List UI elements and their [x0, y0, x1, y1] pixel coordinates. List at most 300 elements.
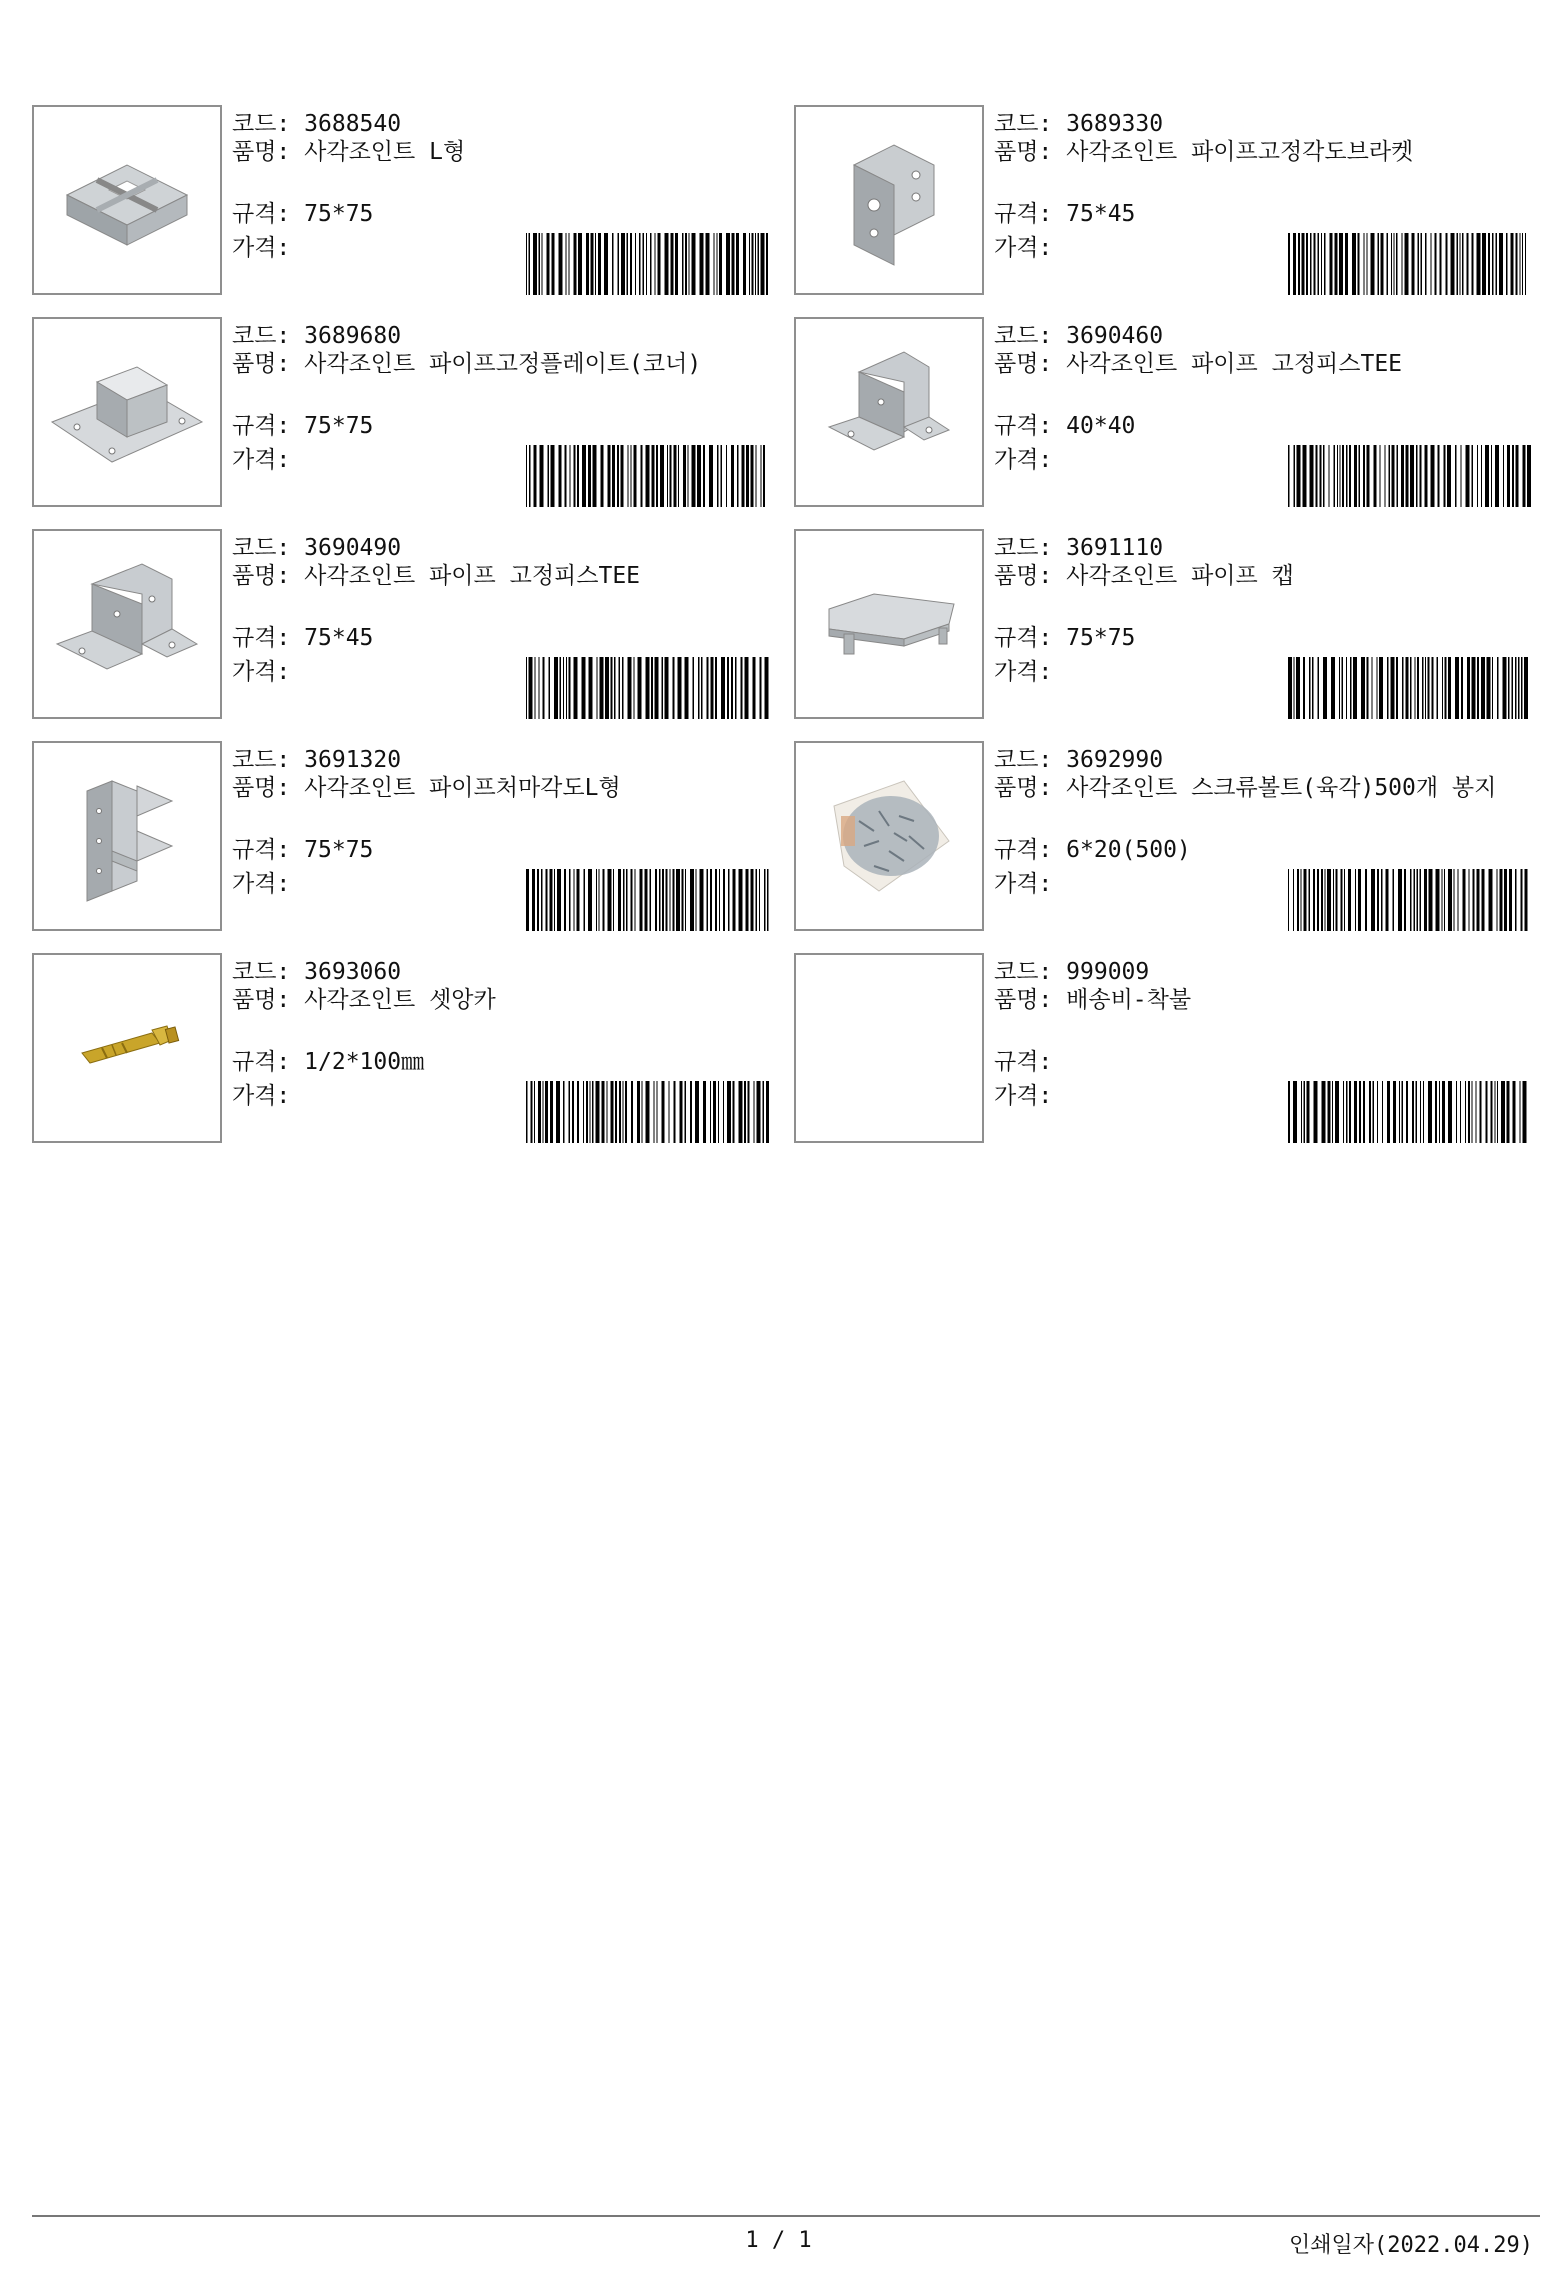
barcode-bar: [1415, 657, 1416, 719]
barcode-bar: [696, 869, 697, 931]
barcode-bar: [764, 869, 766, 931]
barcode-bar: [646, 233, 647, 295]
barcode-bar: [1310, 233, 1312, 295]
barcode-bar: [1425, 445, 1428, 507]
barcode-bar: [1454, 869, 1455, 931]
name-label: 품명:: [232, 563, 291, 589]
price-label: 가격:: [232, 871, 291, 897]
barcode-bar: [698, 657, 700, 719]
barcode-bar: [1512, 657, 1514, 719]
barcode-bar: [1465, 1081, 1466, 1143]
barcode-bar: [1380, 445, 1381, 507]
barcode-bar: [1417, 657, 1419, 719]
barcode-bar: [1342, 445, 1344, 507]
barcode-bar: [639, 233, 641, 295]
barcode-bar: [746, 445, 749, 507]
barcode-bar: [622, 657, 624, 719]
barcode-bar: [623, 869, 625, 931]
product-card: [32, 953, 794, 1165]
barcode-bar: [1467, 657, 1470, 719]
barcode-bar: [625, 1081, 627, 1143]
barcode-bar: [1497, 657, 1499, 719]
barcode-bar: [758, 233, 760, 295]
barcode-bar: [603, 869, 605, 931]
barcode-bar: [1432, 657, 1434, 719]
barcode-bar: [1349, 1081, 1351, 1143]
barcode-bar: [1462, 233, 1464, 295]
barcode-bar: [1481, 657, 1485, 719]
barcode-bar: [1499, 233, 1503, 295]
barcode-bar: [1503, 445, 1504, 507]
barcode-bar: [592, 1081, 594, 1143]
product-card: [32, 741, 794, 953]
barcode-bar: [1288, 233, 1290, 295]
barcode-bar: [1477, 445, 1478, 507]
barcode-bar: [627, 233, 629, 295]
barcode-bar: [583, 1081, 584, 1143]
barcode-bar: [1298, 233, 1300, 295]
barcode-bar: [596, 869, 597, 931]
barcode-bar: [741, 657, 743, 719]
barcode-bar: [765, 657, 769, 719]
barcode-bar: [1385, 445, 1386, 507]
product-thumbnail: [32, 529, 222, 719]
barcode-bar: [1422, 657, 1424, 719]
barcode-bar: [618, 233, 620, 295]
name-label: 품명:: [994, 351, 1053, 377]
barcode-bar: [1425, 657, 1426, 719]
barcode-bar: [1444, 445, 1446, 507]
barcode-bar: [654, 1081, 655, 1143]
barcode-bar: [1448, 869, 1452, 931]
barcode-bar: [526, 233, 527, 295]
code-label: 코드:: [994, 959, 1053, 985]
barcode-bar: [1489, 869, 1493, 931]
product-thumbnail: [32, 953, 222, 1143]
barcode-bar: [630, 233, 632, 295]
price-label: 가격:: [232, 659, 291, 685]
barcode-bar: [1293, 1081, 1297, 1143]
code-label: 코드:: [232, 323, 291, 349]
barcode-bar: [676, 869, 680, 931]
barcode-bar: [1495, 445, 1499, 507]
barcode-bar: [566, 233, 567, 295]
barcode-bar: [710, 869, 712, 931]
barcode-bar: [531, 1081, 533, 1143]
barcode-bar: [692, 445, 696, 507]
product-name: 사각조인트 L형: [304, 139, 466, 165]
barcode-bar: [1396, 657, 1398, 719]
barcode-bar: [574, 445, 576, 507]
barcode-bar: [586, 233, 589, 295]
barcode-bar: [739, 1081, 743, 1143]
print-date: 인쇄일자(2022.04.29): [1289, 2233, 1533, 2258]
product-spec: 75*45: [1066, 201, 1136, 227]
product-thumbnail-empty: [794, 953, 984, 1143]
barcode-bar: [717, 445, 719, 507]
barcode-bar: [697, 445, 701, 507]
barcode-bar: [1333, 869, 1334, 931]
barcode-bar: [650, 869, 652, 931]
barcode-bar: [1346, 1081, 1348, 1143]
barcode-bar: [543, 1081, 544, 1143]
price-label: 가격:: [994, 1083, 1053, 1109]
barcode-bar: [617, 445, 619, 507]
angle-bracket-image: [824, 125, 954, 275]
barcode: [1286, 869, 1536, 931]
barcode-bar: [574, 657, 578, 719]
product-code: 3689680: [304, 323, 402, 349]
barcode-bar: [1396, 233, 1398, 295]
barcode-bar: [1309, 657, 1311, 719]
barcode-bar: [685, 1081, 687, 1143]
barcode-bar: [1486, 1081, 1488, 1143]
barcode-bar: [767, 869, 769, 931]
barcode-bar: [586, 1081, 588, 1143]
barcode-bar: [548, 445, 550, 507]
barcode-bar: [1448, 1081, 1452, 1143]
barcode-bar: [1399, 1081, 1400, 1143]
barcode-bar: [1431, 233, 1432, 295]
barcode-bar: [1364, 233, 1365, 295]
barcode-bar: [652, 445, 655, 507]
barcode-bar: [1344, 869, 1345, 931]
barcode-bar: [1355, 869, 1356, 931]
barcode-bar: [1393, 869, 1395, 931]
barcode-bar: [611, 1081, 614, 1143]
code-label: 코드:: [232, 959, 291, 985]
barcode-bar: [657, 1081, 658, 1143]
price-label: 가격:: [232, 235, 291, 261]
barcode-bar: [533, 233, 537, 295]
product-card: [794, 105, 1540, 317]
product-code: 3688540: [304, 111, 402, 137]
barcode-bar: [638, 657, 642, 719]
barcode-bar: [572, 1081, 574, 1143]
barcode-bar: [1346, 657, 1347, 719]
barcode-bar: [1345, 233, 1348, 295]
product-thumbnail: [32, 105, 222, 295]
barcode-bar: [554, 657, 558, 719]
barcode-bar: [1402, 657, 1404, 719]
barcode-bar: [693, 657, 695, 719]
product-spec: 1/2*100㎜: [304, 1049, 425, 1075]
barcode-bar: [1331, 657, 1335, 719]
product-thumbnail: [794, 317, 984, 507]
barcode-bar: [556, 1081, 560, 1143]
product-info: [994, 321, 1554, 473]
barcode-bar: [685, 657, 689, 719]
product-thumbnail: [794, 529, 984, 719]
barcode-bar: [1522, 233, 1523, 295]
barcode-bar: [621, 445, 624, 507]
product-info: [994, 533, 1554, 685]
barcode-bar: [1435, 1081, 1437, 1143]
barcode-bar: [1386, 869, 1389, 931]
product-name: 사각조인트 파이프처마각도L형: [304, 775, 621, 801]
barcode-bar: [1485, 445, 1489, 507]
barcode-bar: [1329, 445, 1330, 507]
barcode-bar: [721, 657, 725, 719]
barcode-bar: [751, 445, 754, 507]
barcode-bar: [1507, 1081, 1510, 1143]
barcode-bar: [526, 657, 527, 719]
name-label: 품명:: [232, 139, 291, 165]
barcode-bar: [1302, 233, 1305, 295]
barcode-bar: [1523, 1081, 1527, 1143]
product-spec: 6*20(500): [1066, 837, 1191, 863]
barcode-bar: [618, 869, 621, 931]
barcode-bar: [534, 1081, 535, 1143]
name-label: 품명:: [994, 563, 1053, 589]
barcode-bar: [597, 657, 598, 719]
barcode-bar: [1496, 233, 1498, 295]
barcode-bar: [537, 869, 539, 931]
price-label: 가격:: [232, 447, 291, 473]
barcode-bar: [1387, 233, 1389, 295]
barcode-bar: [715, 869, 717, 931]
barcode-bar: [1297, 869, 1299, 931]
barcode-bar: [612, 233, 614, 295]
barcode-bar: [1416, 1081, 1418, 1143]
barcode-bar: [619, 657, 621, 719]
product-code: 3692990: [1066, 747, 1164, 773]
product-spec: 75*45: [304, 625, 374, 651]
barcode-bar: [711, 657, 714, 719]
product-info: [232, 745, 792, 897]
barcode-bar: [685, 869, 686, 931]
barcode-bar: [1387, 657, 1389, 719]
barcode-bar: [695, 1081, 699, 1143]
barcode-bar: [551, 445, 555, 507]
barcode-bar: [614, 657, 616, 719]
barcode-bar: [570, 445, 571, 507]
barcode-bar: [674, 445, 677, 507]
barcode-bar: [608, 869, 612, 931]
barcode-bar: [1423, 1081, 1424, 1143]
barcode-bar: [1294, 657, 1295, 719]
eave-bracket-image: [67, 761, 187, 911]
barcode-bar: [1374, 445, 1377, 507]
barcode-bar: [559, 233, 563, 295]
barcode-bar: [665, 657, 669, 719]
product-card: [32, 317, 794, 529]
barcode-bar: [526, 445, 527, 507]
barcode-bar: [1513, 1081, 1516, 1143]
barcode-bar: [1314, 1081, 1318, 1143]
barcode-bar: [1317, 869, 1319, 931]
barcode-bar: [673, 657, 675, 719]
barcode-bar: [667, 445, 668, 507]
barcode-bar: [605, 657, 609, 719]
barcode-bar: [707, 657, 709, 719]
product-info: [232, 321, 792, 473]
barcode-bar: [727, 657, 729, 719]
barcode-bar: [1492, 233, 1494, 295]
barcode-bar: [683, 445, 686, 507]
barcode-bar: [559, 445, 562, 507]
product-info: [232, 533, 792, 685]
product-info: [232, 109, 792, 261]
product-name: 사각조인트 파이프고정플레이트(코너): [304, 351, 702, 377]
barcode-bar: [1424, 869, 1427, 931]
barcode-bar: [1512, 445, 1514, 507]
barcode-bar: [1515, 657, 1517, 719]
barcode-bar: [755, 233, 756, 295]
barcode-bar: [1412, 233, 1415, 295]
barcode-bar: [692, 233, 696, 295]
barcode-bar: [569, 233, 570, 295]
barcode-bar: [1307, 1081, 1310, 1143]
spec-label: 규격:: [232, 413, 291, 439]
product-code: 3691320: [304, 747, 402, 773]
barcode-bar: [626, 869, 628, 931]
price-label: 가격:: [994, 871, 1053, 897]
barcode-bar: [1500, 869, 1503, 931]
barcode-bar: [1316, 445, 1318, 507]
barcode-bar: [655, 657, 659, 719]
barcode-bar: [1456, 1081, 1457, 1143]
barcode-bar: [612, 445, 615, 507]
price-label: 가격:: [994, 235, 1053, 261]
barcode-bar: [526, 1081, 528, 1143]
barcode-bar: [688, 445, 689, 507]
barcode-bar: [732, 233, 735, 295]
barcode-bar: [631, 1081, 633, 1143]
barcode-bar: [1328, 1081, 1331, 1143]
barcode-bar: [532, 869, 535, 931]
barcode-bar: [1336, 869, 1338, 931]
barcode-bar: [1402, 1081, 1404, 1143]
barcode-bar: [763, 445, 765, 507]
barcode-bar: [701, 657, 703, 719]
barcode-bar: [1410, 445, 1414, 507]
barcode-bar: [706, 233, 710, 295]
barcode-bar: [1318, 233, 1320, 295]
barcode-bar: [1504, 869, 1507, 931]
barcode-bar: [1349, 445, 1351, 507]
barcode-bar: [601, 445, 604, 507]
barcode-bar: [540, 445, 544, 507]
product-name: 사각조인트 파이프고정각도브라켓: [1066, 139, 1414, 165]
barcode-bar: [1492, 657, 1493, 719]
code-label: 코드:: [232, 747, 291, 773]
barcode-bar: [641, 445, 643, 507]
barcode-bar: [754, 1081, 755, 1143]
barcode-bar: [1463, 869, 1466, 931]
barcode-bar: [545, 1081, 548, 1143]
barcode-bar: [1472, 445, 1474, 507]
product-spec: 40*40: [1066, 413, 1136, 439]
barcode-bar: [539, 233, 541, 295]
barcode-bar: [591, 233, 594, 295]
barcode-bar: [1398, 869, 1402, 931]
barcode-bar: [763, 1081, 765, 1143]
product-thumbnail: [794, 741, 984, 931]
barcode-bar: [584, 869, 586, 931]
barcode-bar: [1304, 869, 1307, 931]
barcode-bar: [526, 869, 529, 931]
code-label: 코드:: [994, 111, 1053, 137]
barcode-bar: [1523, 445, 1526, 507]
barcode-bar: [723, 869, 725, 931]
barcode-bar: [577, 869, 580, 931]
product-info: [994, 957, 1554, 1109]
barcode-bar: [1521, 869, 1523, 931]
spec-label: 규격:: [232, 625, 291, 651]
barcode-bar: [1444, 869, 1445, 931]
barcode-bar: [726, 233, 730, 295]
barcode-bar: [598, 233, 601, 295]
barcode-bar: [1488, 233, 1490, 295]
barcode-bar: [607, 1081, 608, 1143]
barcode-bar: [1294, 445, 1296, 507]
barcode-bar: [760, 657, 762, 719]
barcode-bar: [1420, 1081, 1421, 1143]
name-label: 품명:: [232, 775, 291, 801]
barcode-bar: [1518, 657, 1520, 719]
barcode-bar: [1439, 1081, 1440, 1143]
pipe-cap-image: [814, 584, 964, 664]
barcode-bar: [1372, 657, 1373, 719]
barcode-bar: [1442, 1081, 1445, 1143]
barcode-bar: [655, 233, 656, 295]
barcode-bar: [1442, 657, 1443, 719]
barcode-bar: [1503, 657, 1507, 719]
barcode-bar: [1436, 869, 1440, 931]
barcode-bar: [717, 233, 718, 295]
barcode-bar: [1527, 445, 1531, 507]
barcode-bar: [1339, 233, 1343, 295]
barcode-bar: [1325, 869, 1326, 931]
barcode-bar: [542, 233, 543, 295]
barcode-bar: [529, 233, 531, 295]
barcode-bar: [1322, 1081, 1326, 1143]
name-label: 품명:: [232, 987, 291, 1013]
barcode-bar: [1335, 233, 1338, 295]
barcode-bar: [748, 1081, 750, 1143]
barcode-bar: [1381, 869, 1383, 931]
barcode-bar: [690, 869, 694, 931]
product-info: [994, 109, 1554, 261]
barcode-bar: [1508, 657, 1510, 719]
barcode-bar: [1359, 1081, 1361, 1143]
barcode-bar: [1340, 445, 1341, 507]
barcode-bar: [1377, 1081, 1378, 1143]
barcode-bar: [1288, 445, 1290, 507]
barcode-bar: [628, 445, 629, 507]
barcode-bar: [1420, 445, 1422, 507]
product-code: 3690460: [1066, 323, 1164, 349]
barcode-bar: [588, 445, 591, 507]
barcode-bar: [1402, 233, 1403, 295]
spec-label: 규격:: [994, 625, 1053, 651]
barcode-bar: [1354, 445, 1357, 507]
barcode-bar: [646, 1081, 650, 1143]
barcode-bar: [566, 657, 567, 719]
barcode-bar: [1297, 445, 1301, 507]
product-name: 사각조인트 셋앙카: [304, 987, 496, 1013]
barcode-bar: [1293, 869, 1294, 931]
barcode-bar: [1392, 445, 1395, 507]
barcode-bar: [675, 233, 678, 295]
barcode-bar: [721, 445, 723, 507]
barcode-bar: [1365, 869, 1367, 931]
barcode-bar: [1472, 1081, 1473, 1143]
barcode-bar: [529, 445, 531, 507]
barcode-bar: [1487, 657, 1491, 719]
barcode-bar: [1353, 657, 1357, 719]
